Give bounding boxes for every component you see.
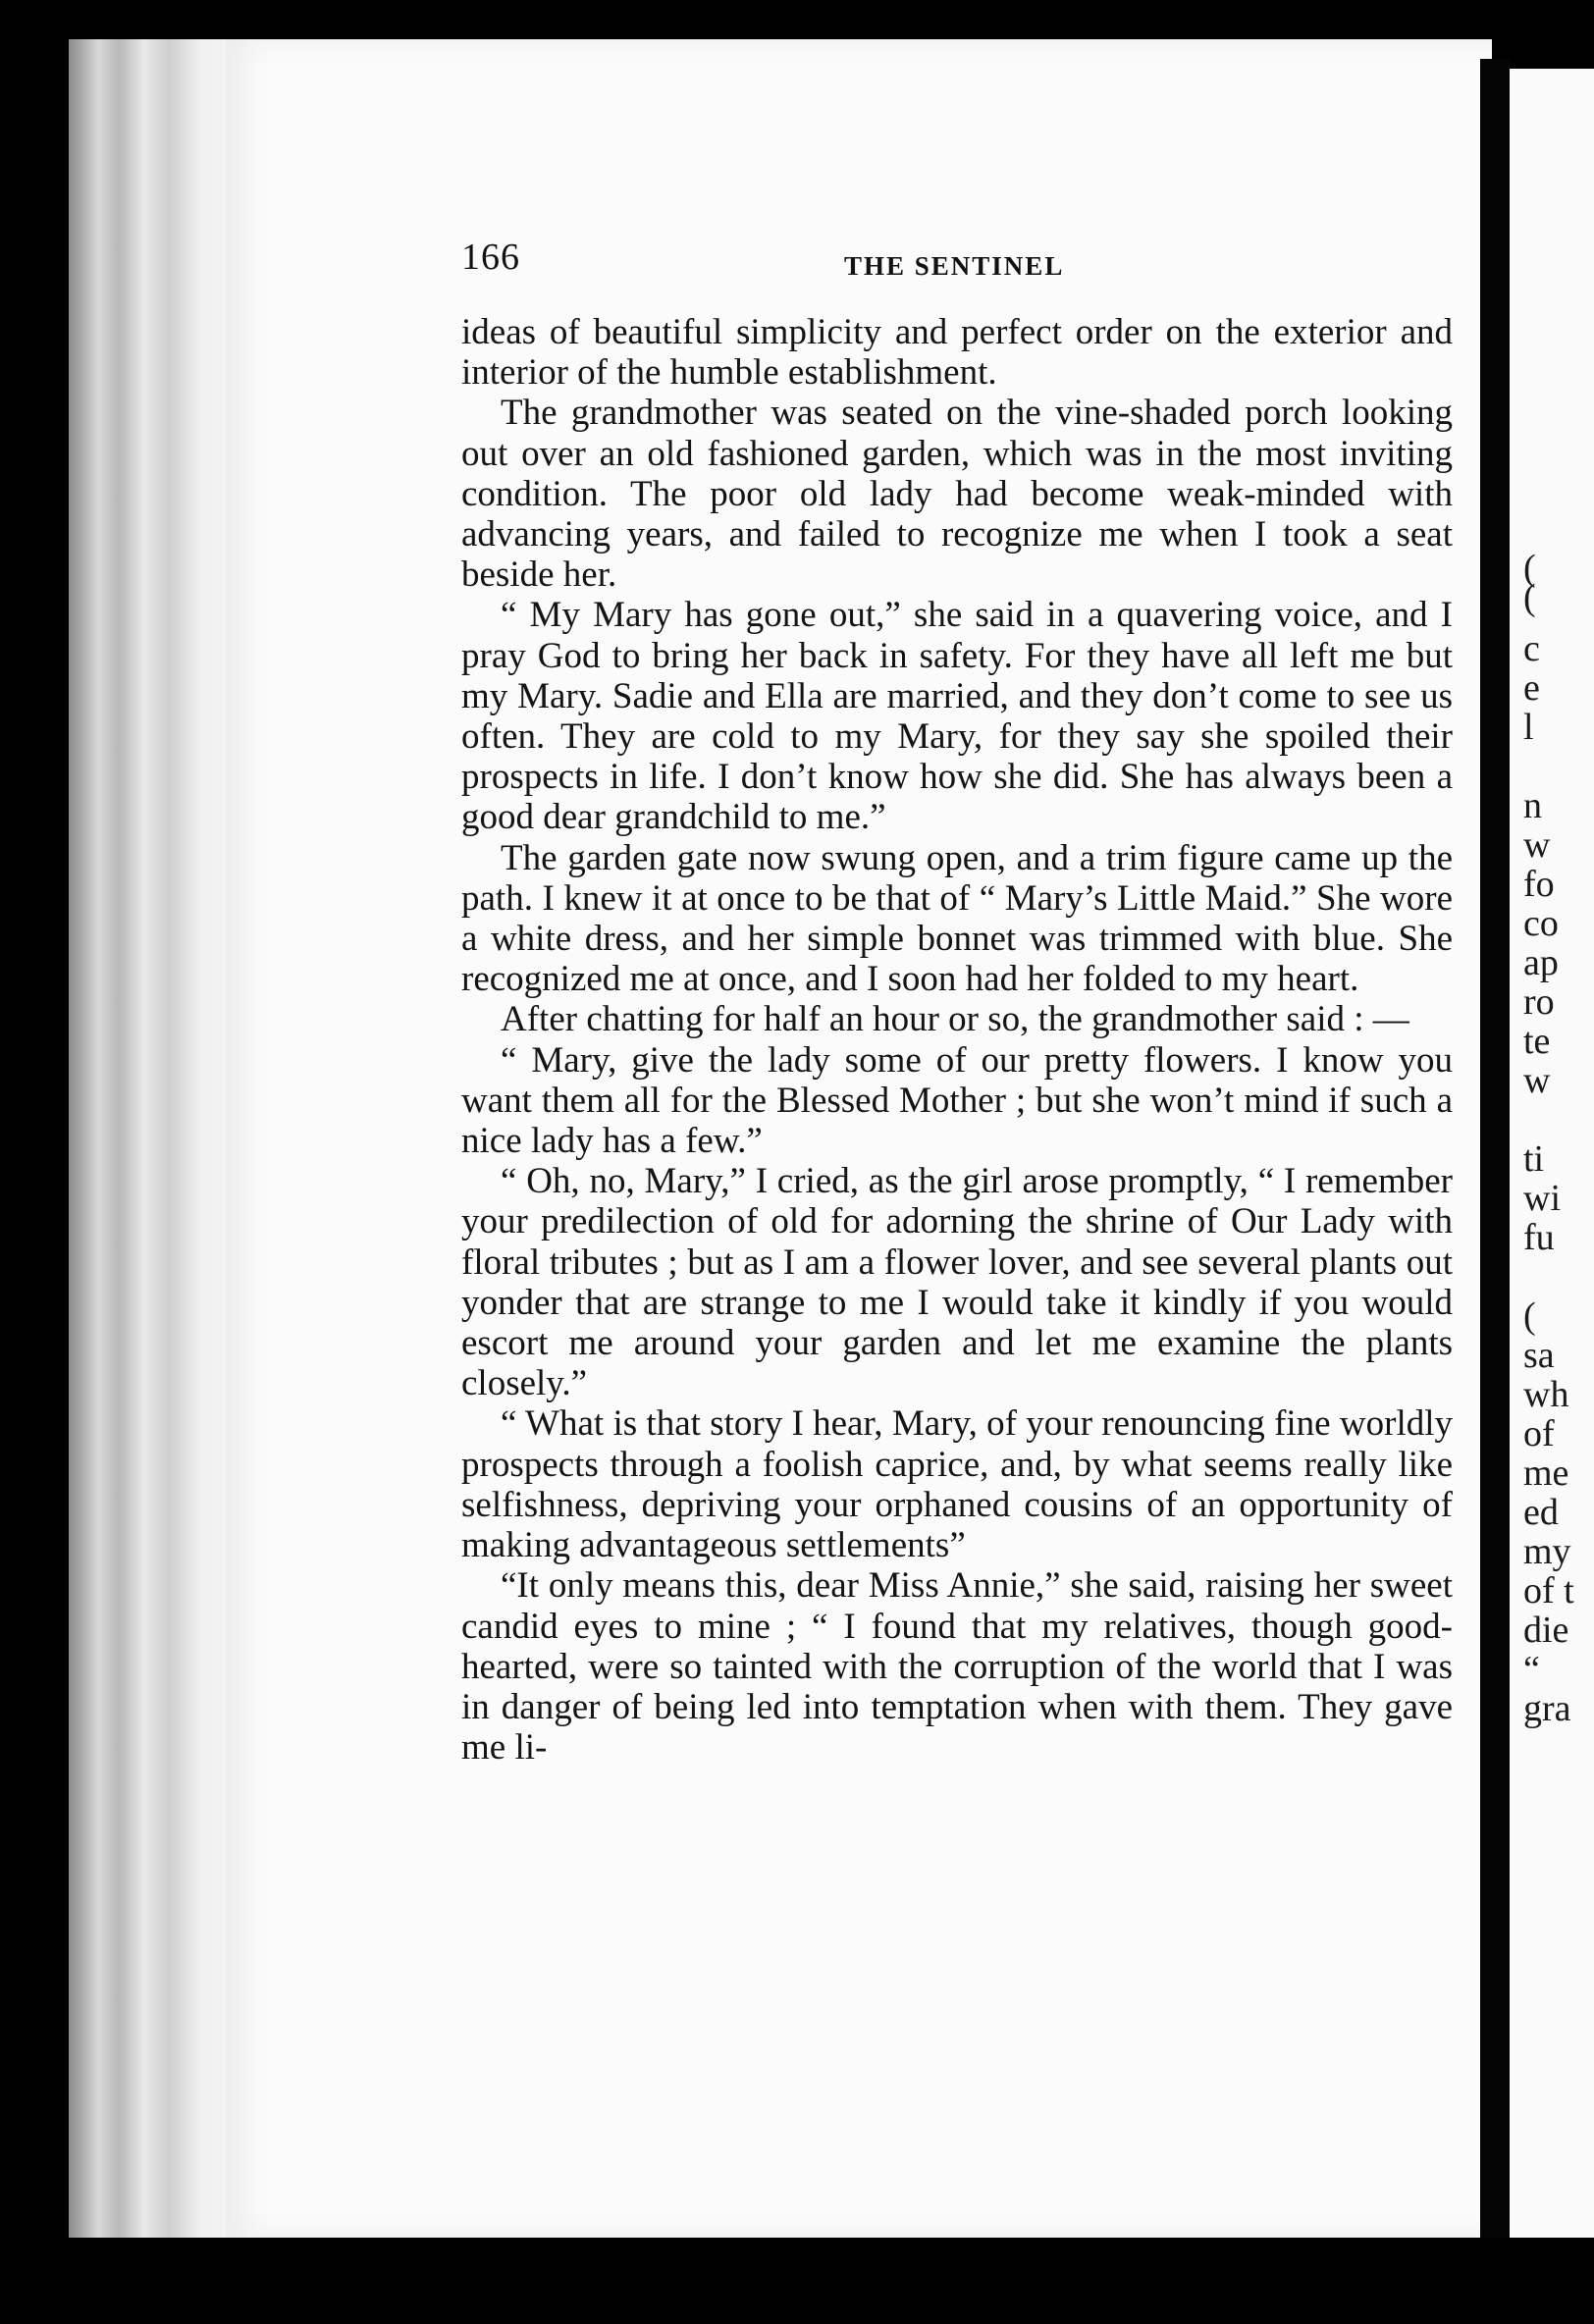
facing-fragment: ap — [1523, 942, 1559, 983]
facing-fragment: wi — [1523, 1178, 1561, 1219]
facing-fragment: ti — [1523, 1138, 1545, 1180]
facing-fragment: of — [1523, 1413, 1555, 1454]
paragraph: “ What is that story I hear, Mary, of your renouncing fine worldly prospects through a foolish caprice, and, by what seems really like selfishness, depriving your orphaned cousins of an opportunity of making advantageous settlements” — [461, 1403, 1453, 1566]
book-fore-edge — [69, 39, 236, 2247]
facing-fragment: of t — [1523, 1570, 1574, 1611]
facing-fragment: n — [1523, 785, 1542, 826]
paragraph: “ Oh, no, Mary,” I cried, as the girl arose promptly, “ I remember your predilection of old for adorning the shrine of Our Lady with floral tributes ; but as I am a flower lover, and see several plants out yonder that are strange to me I would take it kindly if you would escort me around your garden and let me examine the plants closely.” — [461, 1161, 1453, 1404]
facing-fragment: ( — [1523, 577, 1536, 618]
facing-fragment: c — [1523, 628, 1540, 669]
running-head — [461, 236, 1428, 285]
facing-fragment: my — [1523, 1531, 1571, 1572]
paragraph: After chatting for half an hour or so, the grandmother said : — — [501, 999, 1409, 1040]
facing-fragment: te — [1523, 1021, 1551, 1062]
book-gutter — [1480, 59, 1510, 2247]
paragraph: ideas of beautiful simplicity and perfect order on the exterior and interior of the humble establishment. — [461, 312, 1453, 394]
facing-fragment: die — [1523, 1610, 1569, 1651]
paragraph: “ Mary, give the lady some of our pretty flowers. I know you want them all for the Blessed Mother ; but she won’t mind if such a nice lady has a few.” — [461, 1039, 1453, 1162]
paragraph: “It only means this, dear Miss Annie,” she said, raising her sweet candid eyes to mine ; “ I found that my relatives, though good-hearted, were so tainted with the corruption of the world that I was in danger of being led into temptation when with them. They gave me li- — [461, 1565, 1453, 1769]
facing-fragment: fo — [1523, 864, 1555, 905]
facing-fragment: co — [1523, 903, 1559, 944]
facing-fragment: w — [1523, 1060, 1551, 1101]
facing-fragment: ( — [1523, 1295, 1536, 1337]
facing-fragment: “ — [1523, 1649, 1540, 1690]
facing-fragment: wh — [1523, 1374, 1569, 1415]
facing-fragment: gra — [1523, 1688, 1571, 1729]
facing-page-text — [1523, 69, 1594, 2247]
paragraph: The grandmother was seated on the vine-shaded porch looking out over an old fashioned garden, which was in the most inviting condition. The poor old lady had become weak-minded with advancing years, and failed to recognize me when I took a seat beside her. — [461, 393, 1453, 596]
scan-border-bottom — [0, 2238, 1594, 2324]
facing-fragment: e — [1523, 667, 1540, 709]
body-text — [461, 312, 1453, 1768]
facing-fragment: l — [1523, 707, 1534, 748]
facing-fragment: fu — [1523, 1217, 1555, 1258]
facing-fragment: ed — [1523, 1492, 1559, 1533]
facing-fragment: sa — [1523, 1335, 1555, 1376]
page-number: 166 — [461, 237, 520, 278]
scan-border-left — [0, 0, 79, 2324]
paragraph: “ My Mary has gone out,” she said in a quavering voice, and I pray God to bring her back in safety. For they have all left me but my Mary. Sadie and Ella are married, and they don’t come to see us often. They are cold to my Mary, for they say she spoiled their prospects in life. I don’t know how she did. She has always been a good dear grandchild to me.” — [461, 595, 1453, 838]
facing-fragment: w — [1523, 824, 1551, 866]
facing-fragment: ro — [1523, 981, 1555, 1023]
paragraph: The garden gate now swung open, and a trim figure came up the path. I knew it at once to be that of “ Mary’s Little Maid.” She wore a white dress, and her simple bonnet was trimmed with blue. She recognized me at once, and I soon had her folded to my heart. — [461, 837, 1453, 1000]
running-title: THE SENTINEL — [844, 251, 1065, 281]
facing-fragment: ( — [1523, 548, 1536, 589]
facing-fragment: me — [1523, 1452, 1569, 1494]
